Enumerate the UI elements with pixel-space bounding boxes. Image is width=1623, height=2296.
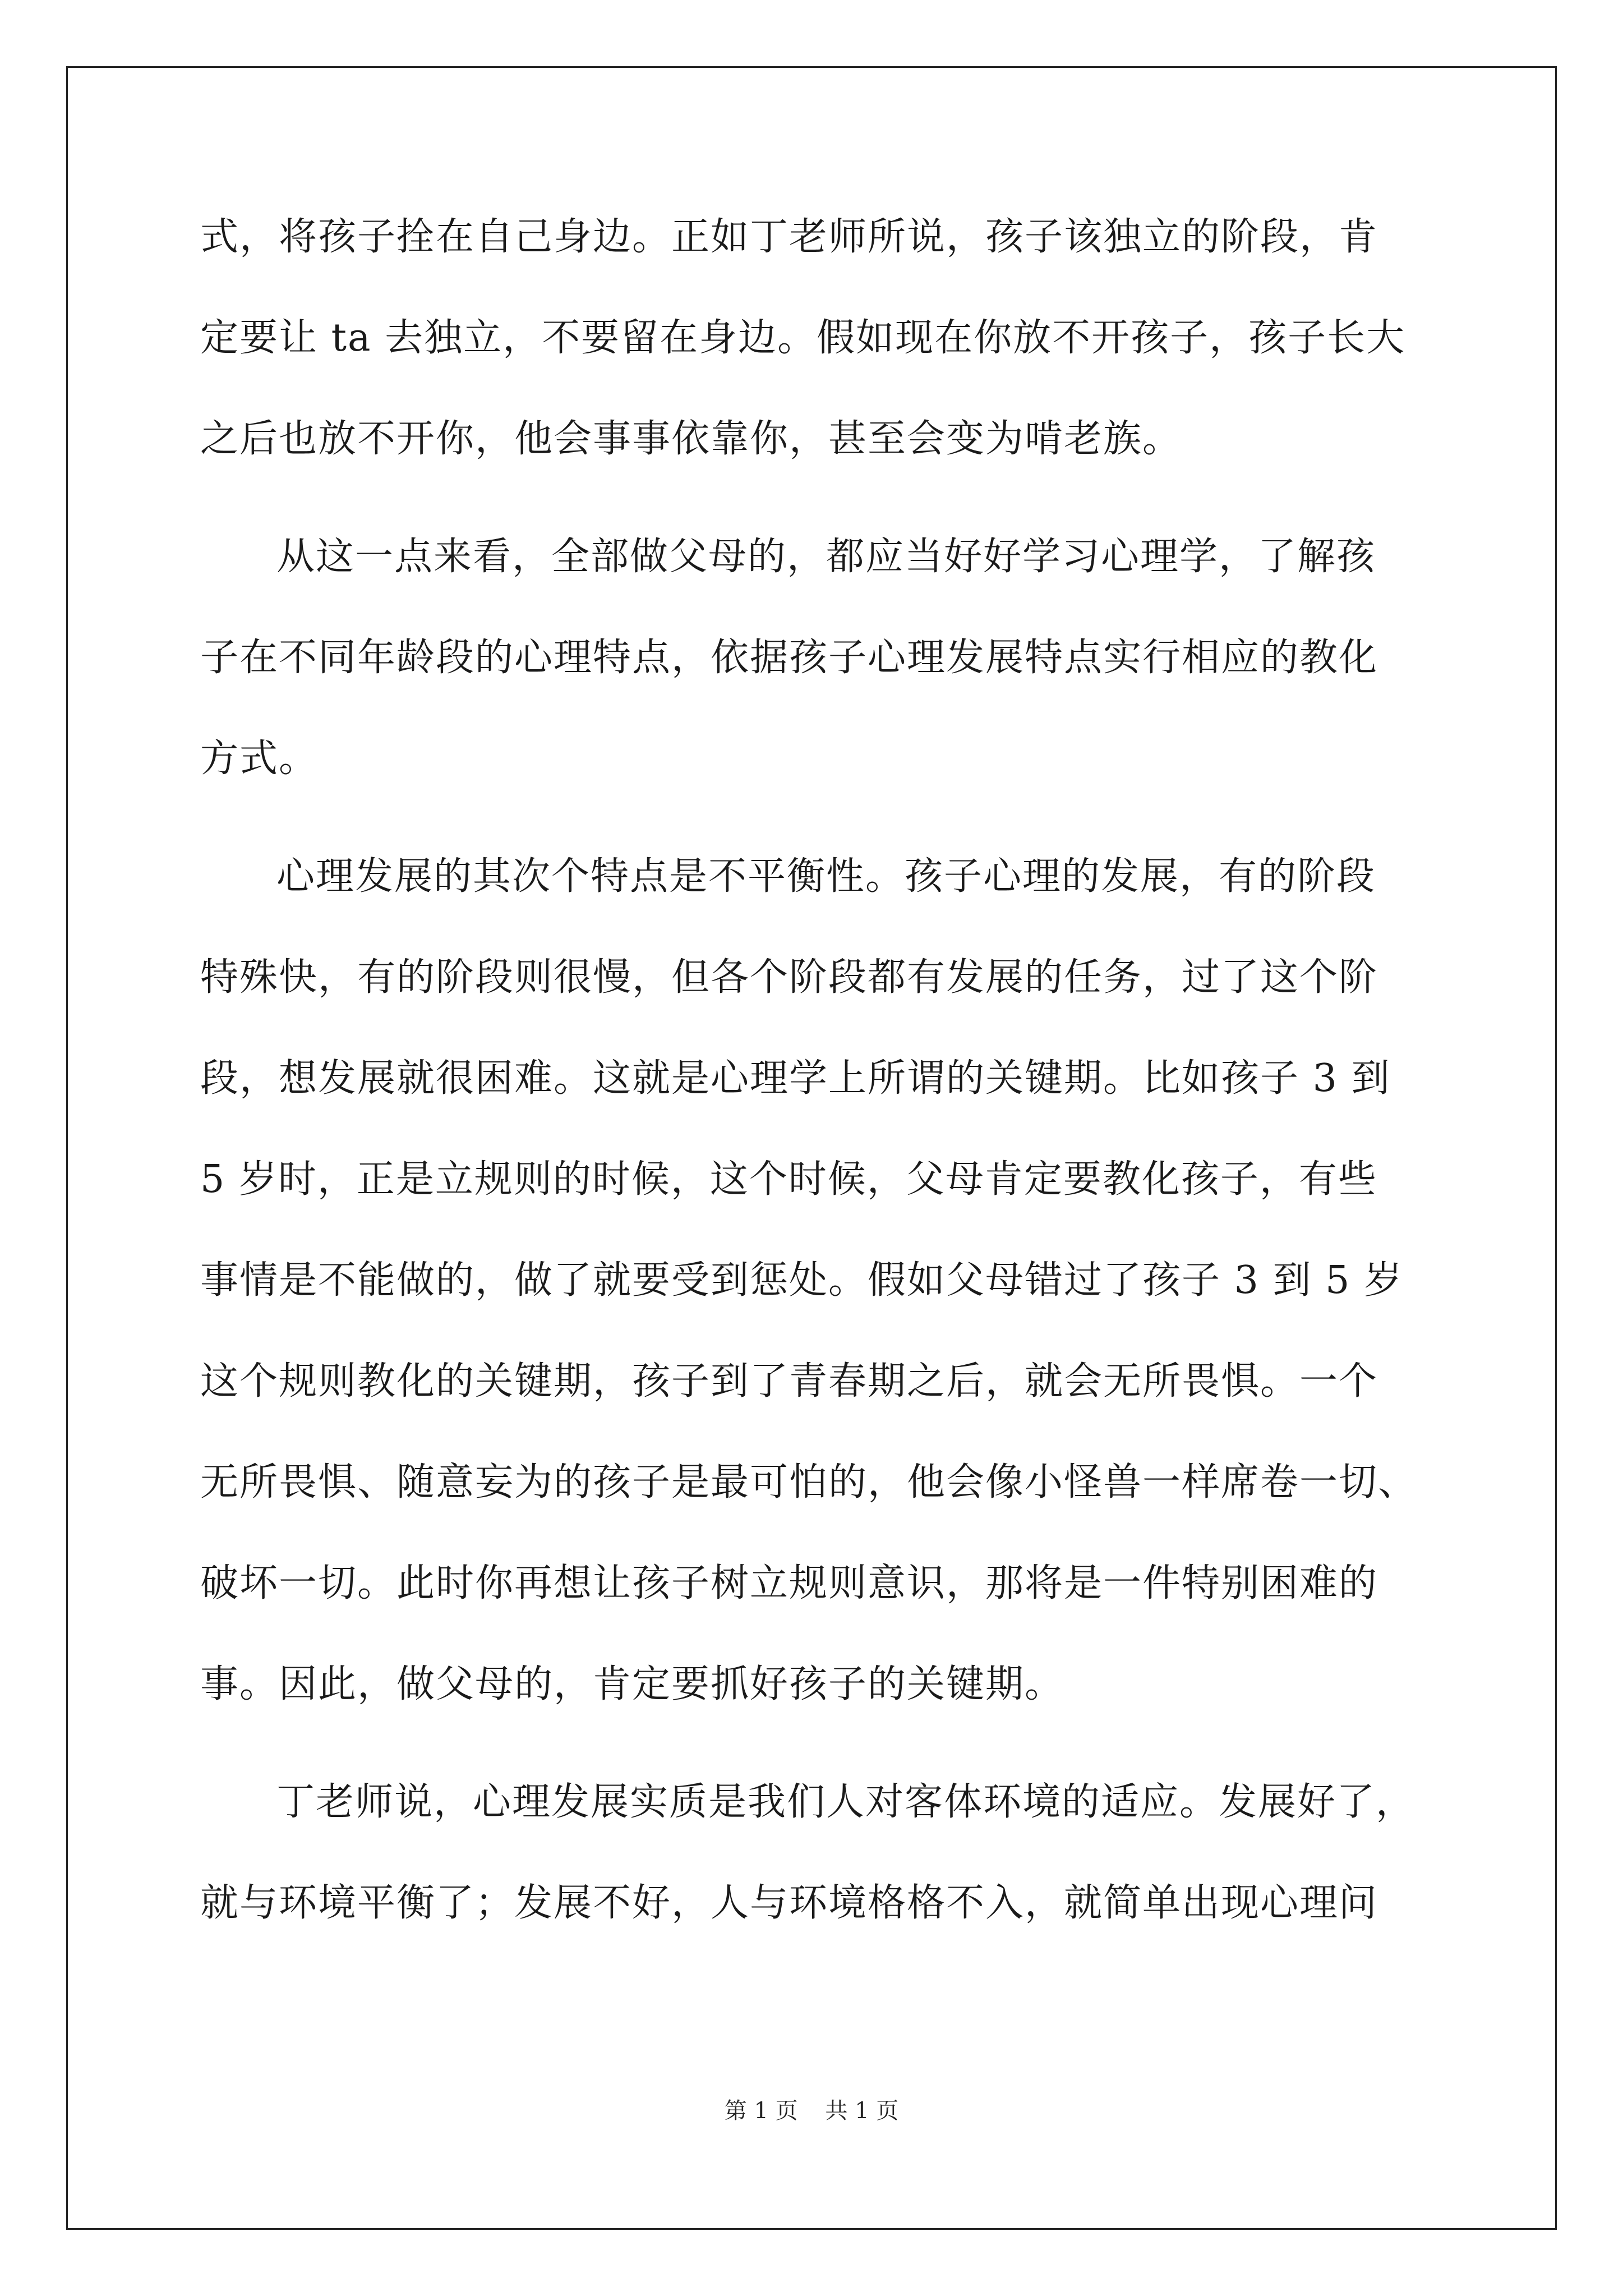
- text-line: 破坏一切。此时你再想让孩子树立规则意识，那将是一件特别困难的: [200, 1561, 1378, 1605]
- paragraph-start-line: 心理发展的其次个特点是不平衡性。孩子心理的发展，有的阶段: [276, 854, 1376, 899]
- text-line: 子在不同年龄段的心理特点，依据孩子心理发展特点实行相应的教化: [200, 636, 1378, 680]
- total-pages: 共 1 页: [825, 2098, 899, 2124]
- text-line: 就与环境平衡了；发展不好，人与环境格格不入，就简单出现心理问: [200, 1881, 1378, 1925]
- page-number: 第 1 页: [724, 2098, 798, 2124]
- text-line: 之后也放不开你，他会事事依靠你，甚至会变为啃老族。: [200, 417, 1182, 461]
- text-line: 特殊快，有的阶段则很慢，但各个阶段都有发展的任务，过了这个阶: [200, 955, 1378, 1000]
- text-line: 无所畏惧、随意妄为的孩子是最可怕的，他会像小怪兽一样席卷一切、: [200, 1460, 1418, 1504]
- page-footer: [0, 2097, 1623, 2125]
- paragraph-start-line: 从这一点来看，全部做父母的，都应当好好学习心理学，了解孩: [276, 535, 1376, 579]
- text-line: 这个规则教化的关键期，孩子到了青春期之后，就会无所畏惧。一个: [200, 1359, 1378, 1404]
- paragraph-start-line: 丁老师说，心理发展实质是我们人对客体环境的适应。发展好了，: [276, 1780, 1415, 1824]
- text-line: 5 岁时，正是立规则的时候，这个时候，父母肯定要教化孩子，有些: [200, 1157, 1377, 1202]
- text-line: 事情是不能做的，做了就要受到惩处。假如父母错过了孩子 3 到 5 岁: [200, 1258, 1403, 1303]
- text-line: 式，将孩子拴在自己身边。正如丁老师所说，孩子该独立的阶段，肯: [200, 215, 1378, 259]
- text-line: 定要让 ta 去独立，不要留在身边。假如现在你放不开孩子，孩子长大: [200, 316, 1406, 360]
- text-line: 段，想发展就很困难。这就是心理学上所谓的关键期。比如孩子 3 到: [200, 1056, 1391, 1101]
- text-line: 事。因此，做父母的，肯定要抓好孩子的关键期。: [200, 1662, 1064, 1706]
- text-line: 方式。: [200, 737, 319, 781]
